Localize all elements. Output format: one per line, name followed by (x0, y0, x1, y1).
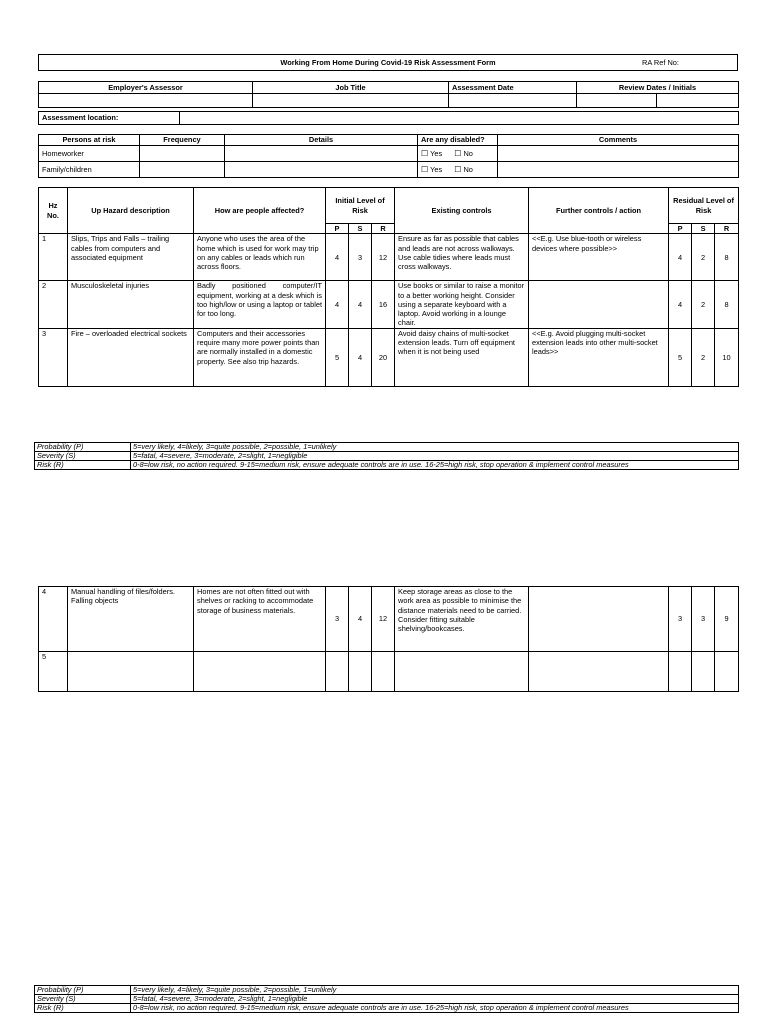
yes-checkbox[interactable]: ☐ Yes (421, 164, 443, 174)
location-field[interactable] (180, 112, 739, 125)
initial-p[interactable] (326, 652, 349, 692)
header-existing-controls: Existing controls (395, 188, 529, 234)
initial-s: 3 (349, 234, 372, 281)
existing-controls[interactable] (395, 652, 529, 692)
hazard-row (39, 234, 739, 281)
legend-text: 0-8=low risk, no action required. 9-15=medium risk, ensure adequate controls are in use. 16-25=high risk, stop operation & implement control measures (131, 1004, 739, 1013)
residual-p[interactable] (669, 652, 692, 692)
people-affected: Anyone who uses the area of the home which is used for work may trip on any cables or leads which run across floors. (194, 234, 326, 281)
people-affected: Homes are not often fitted out with shelves or racking to accommodate storage of business materials. (194, 587, 326, 652)
residual-s: 2 (692, 328, 715, 386)
initial-r: 20 (372, 328, 395, 386)
hazard-no: 5 (39, 652, 68, 692)
legend-text: 5=very likely, 4=likely, 3=quite possible, 2=possible, 1=unlikely (131, 986, 739, 995)
header-r: R (372, 224, 395, 234)
legend-text: 0-8=low risk, no action required. 9-15=medium risk, ensure adequate controls are in use. 16-25=high risk, stop operation & implement control measures (131, 461, 739, 470)
residual-s: 2 (692, 281, 715, 328)
location-label: Assessment location: (39, 112, 180, 125)
existing-controls: Keep storage areas as close to the work area as possible to minimise the distance materials need to be carried. Consider fitting suitable shelving/bookcases. (395, 587, 529, 652)
initial-s: 4 (349, 281, 372, 328)
residual-s: 3 (692, 587, 715, 652)
hazard-description: Musculoskeletal injuries (68, 281, 194, 328)
hazard-description: Manual handling of files/folders. Falling objects (68, 587, 194, 652)
hazard-no: 1 (39, 234, 68, 281)
residual-r: 9 (715, 587, 739, 652)
assessment-date-field[interactable] (449, 94, 577, 108)
employers-assessor-field[interactable] (39, 94, 253, 108)
legend-label: Probability (P) (35, 443, 131, 452)
further-controls (529, 587, 669, 652)
form-title: Working From Home During Covid-19 Risk Assessment Form (280, 57, 496, 67)
residual-p: 5 (669, 328, 692, 386)
frequency-field[interactable] (140, 162, 225, 178)
location-table (38, 111, 739, 125)
header-details: Details (225, 135, 418, 146)
no-checkbox[interactable]: ☐ No (454, 164, 473, 174)
form-title-cell (39, 55, 738, 71)
header-residual-risk: Residual Level of Risk (669, 188, 739, 224)
hazard-no: 2 (39, 281, 68, 328)
further-controls: <<E.g. Avoid plugging multi-socket extension leads into other multi-socket leads>> (529, 328, 669, 386)
header-s: S (349, 224, 372, 234)
persons-at-risk-table (38, 134, 739, 178)
header-further-controls: Further controls / action (529, 188, 669, 234)
header-p: P (326, 224, 349, 234)
header-residual-p: P (669, 224, 692, 234)
frequency-field[interactable] (140, 146, 225, 162)
residual-r: 8 (715, 281, 739, 328)
existing-controls: Use books or similar to raise a monitor to a better working height. Consider using a separate keyboard with a laptop. Avoid working in a lounge chair. (395, 281, 529, 328)
hazard-no: 3 (39, 328, 68, 386)
hazard-no: 4 (39, 587, 68, 652)
persons-row (39, 146, 739, 162)
hazard-table-continued (38, 586, 739, 692)
header-initial-risk: Initial Level of Risk (326, 188, 395, 224)
header-people-affected: How are people affected? (194, 188, 326, 234)
initial-r: 12 (372, 234, 395, 281)
hazard-description: Fire – overloaded electrical sockets (68, 328, 194, 386)
initial-p: 4 (326, 234, 349, 281)
hazard-row (39, 652, 739, 692)
yes-checkbox[interactable]: ☐ Yes (421, 148, 443, 158)
residual-p: 3 (669, 587, 692, 652)
residual-s: 2 (692, 234, 715, 281)
comments-field[interactable] (498, 146, 739, 162)
further-controls (529, 281, 669, 328)
legend-text: 5=very likely, 4=likely, 3=quite possible, 2=possible, 1=unlikely (131, 443, 739, 452)
hazard-row (39, 587, 739, 652)
further-controls: <<E.g. Use blue-tooth or wireless devices where possible>> (529, 234, 669, 281)
residual-p: 4 (669, 234, 692, 281)
form-title-bar (38, 54, 738, 71)
legend-label: Severity (S) (35, 452, 131, 461)
no-checkbox[interactable]: ☐ No (454, 148, 473, 158)
header-assessment-date: Assessment Date (449, 82, 577, 94)
header-residual-r: R (715, 224, 739, 234)
people-affected[interactable] (194, 652, 326, 692)
header-comments: Comments (498, 135, 739, 146)
legend-label: Risk (R) (35, 461, 131, 470)
header-persons-at-risk: Persons at risk (39, 135, 140, 146)
residual-s[interactable] (692, 652, 715, 692)
initial-p: 3 (326, 587, 349, 652)
header-employers-assessor: Employer's Assessor (39, 82, 253, 94)
header-residual-s: S (692, 224, 715, 234)
initial-r: 16 (372, 281, 395, 328)
ra-ref-label: RA Ref No: (642, 58, 679, 67)
hazard-row (39, 328, 739, 386)
existing-controls: Avoid daisy chains of multi-socket extension leads. Turn off equipment when it is not being used (395, 328, 529, 386)
initial-p: 4 (326, 281, 349, 328)
header-any-disabled: Are any disabled? (418, 135, 498, 146)
risk-legend-bottom (34, 985, 739, 1013)
hazard-description: Slips, Trips and Falls – trailing cables from computers and associated equipment (68, 234, 194, 281)
residual-r[interactable] (715, 652, 739, 692)
hazard-table (38, 187, 739, 387)
further-controls[interactable] (529, 652, 669, 692)
legend-label: Severity (S) (35, 995, 131, 1004)
initial-p: 5 (326, 328, 349, 386)
initial-s: 4 (349, 328, 372, 386)
header-frequency: Frequency (140, 135, 225, 146)
job-title-field[interactable] (253, 94, 449, 108)
disabled-options (418, 162, 498, 178)
person-name: Family/children (39, 162, 140, 178)
initial-s: 4 (349, 587, 372, 652)
hazard-row (39, 281, 739, 328)
review-dates-field[interactable] (577, 94, 739, 108)
header-hazard-description: Up Hazard description (68, 188, 194, 234)
residual-p: 4 (669, 281, 692, 328)
person-name: Homeworker (39, 146, 140, 162)
comments-field[interactable] (498, 162, 739, 178)
disabled-options (418, 146, 498, 162)
people-affected: Computers and their accessories require many more power points than are normally installed in a domestic property. See also trip hazards. (194, 328, 326, 386)
assessor-table (38, 81, 739, 108)
hazard-description[interactable] (68, 652, 194, 692)
residual-r: 8 (715, 234, 739, 281)
initial-r: 12 (372, 587, 395, 652)
header-job-title: Job Title (253, 82, 449, 94)
legend-label: Probability (P) (35, 986, 131, 995)
residual-r: 10 (715, 328, 739, 386)
persons-row (39, 162, 739, 178)
risk-legend (34, 442, 739, 470)
people-affected: Badly positioned computer/IT equipment, working at a desk which is too high/low or using a laptop or tablet for too long. (194, 281, 326, 328)
legend-text: 5=fatal, 4=severe, 3=moderate, 2=slight, 1=negligible (131, 452, 739, 461)
details-field[interactable] (225, 146, 418, 162)
legend-label: Risk (R) (35, 1004, 131, 1013)
header-hz-no: Hz No. (39, 188, 68, 234)
header-review-dates: Review Dates / Initials (577, 82, 739, 94)
details-field[interactable] (225, 162, 418, 178)
legend-text: 5=fatal, 4=severe, 3=moderate, 2=slight, 1=negligible (131, 995, 739, 1004)
existing-controls: Ensure as far as possible that cables and leads are not across walkways. Use cable tidies where leads must cross walkways. (395, 234, 529, 281)
initial-r[interactable] (372, 652, 395, 692)
initial-s[interactable] (349, 652, 372, 692)
